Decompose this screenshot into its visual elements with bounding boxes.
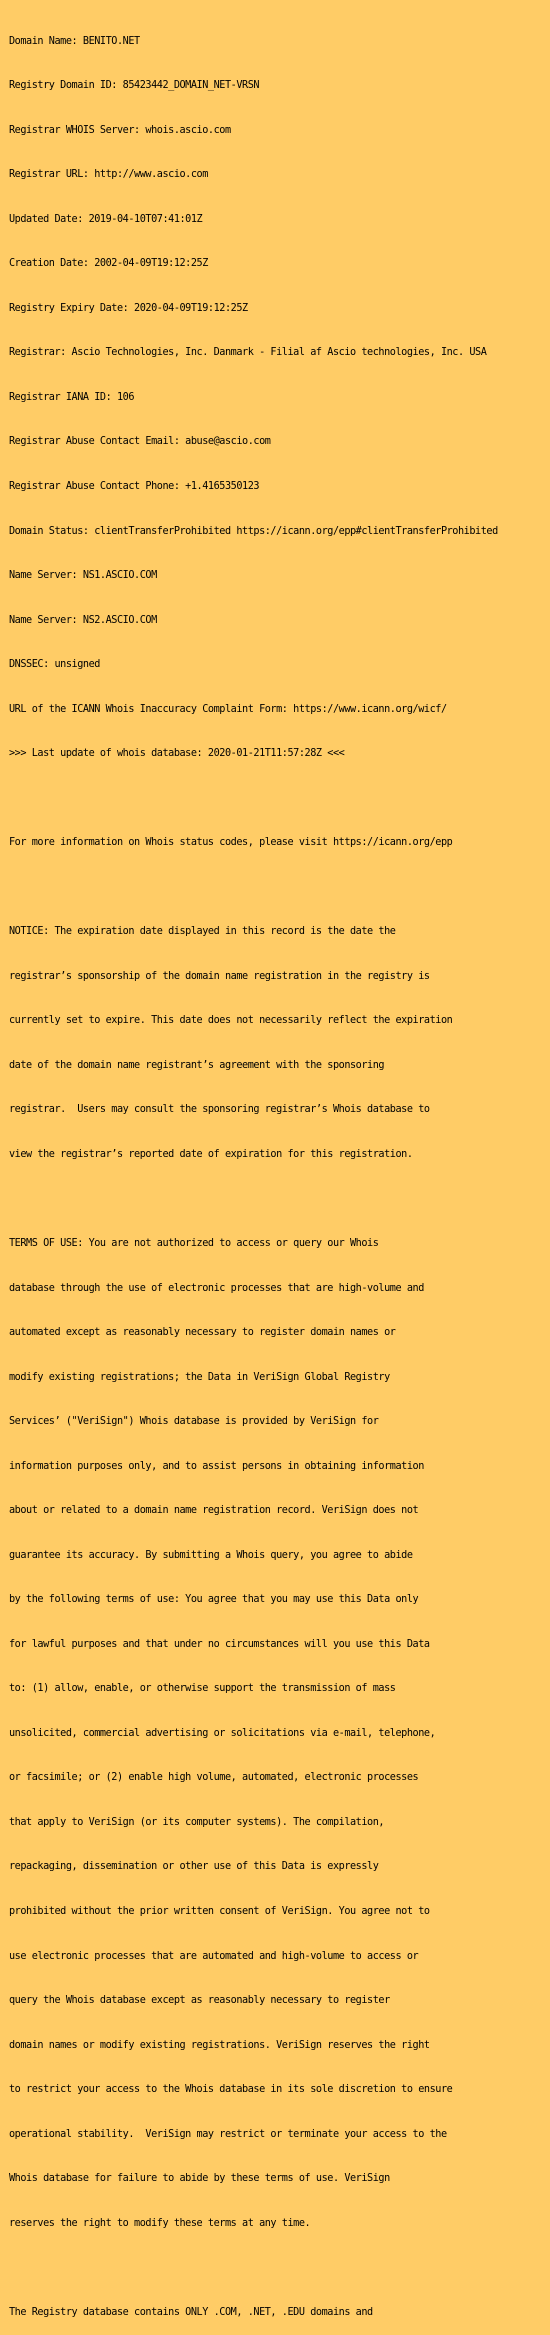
whois-line-domain-status: Domain Status: clientTransferProhibited https://icann.org/epp#clientTransferProhibited — [9, 525, 498, 537]
whois-record-text — [9, 5, 548, 2335]
whois-line-terms-of-use: repackaging, dissemination or other use of this Data is expressly — [9, 1861, 379, 1873]
whois-line-terms-of-use: TERMS OF USE: You are not authorized to access or query our Whois — [9, 1238, 379, 1250]
whois-line-notice: registrar. Users may consult the sponsoring registrar’s Whois database to — [9, 1104, 430, 1116]
whois-line-blank — [9, 1193, 548, 1208]
whois-line-terms-of-use: automated except as reasonably necessary to register domain names or — [9, 1327, 396, 1339]
whois-line-terms-of-use: operational stability. VeriSign may restrict or terminate your access to the — [9, 2128, 447, 2140]
whois-line-abuse-phone: Registrar Abuse Contact Phone: +1.4165350123 — [9, 481, 260, 492]
whois-line-notice: currently set to expire. This date does not necessarily reflect the expiration — [9, 1015, 453, 1027]
whois-line-registrar-url: Registrar URL: http://www.ascio.com — [9, 169, 208, 181]
whois-line-blank — [9, 2261, 548, 2276]
whois-line-terms-of-use: about or related to a domain name registration record. VeriSign does not — [9, 1505, 419, 1517]
whois-line-registry-domain-id: Registry Domain ID: 85423442_DOMAIN_NET-VRSN — [9, 80, 260, 92]
whois-line-terms-of-use: prohibited without the prior written consent of VeriSign. You agree not to — [9, 1906, 430, 1917]
whois-line-dnssec: DNSSEC: unsigned — [9, 659, 100, 671]
whois-line-abuse-email: Registrar Abuse Contact Email: abuse@ascio.com — [9, 436, 271, 448]
whois-line-notice: view the registrar’s reported date of expiration for this registration. — [9, 1148, 413, 1160]
whois-line-terms-of-use: that apply to VeriSign (or its computer systems). The compilation, — [9, 1816, 385, 1828]
whois-line-blank — [9, 792, 548, 807]
whois-line-terms-of-use: database through the use of electronic processes that are high-volume and — [9, 1282, 424, 1294]
whois-line-notice: registrar’s sponsorship of the domain name registration in the registry is — [9, 970, 430, 982]
whois-line-registrar-iana-id: Registrar IANA ID: 106 — [9, 391, 135, 403]
whois-line-terms-of-use: query the Whois database except as reasonably necessary to register — [9, 1995, 390, 2007]
whois-line-name-server-2: Name Server: NS2.ASCIO.COM — [9, 614, 157, 626]
whois-line-terms-of-use: to: (1) allow, enable, or otherwise support the transmission of mass — [9, 1683, 396, 1695]
whois-line-terms-of-use: Whois database for failure to abide by these terms of use. VeriSign — [9, 2173, 390, 2185]
whois-line-terms-of-use: use electronic processes that are automated and high-volume to access or — [9, 1950, 419, 1962]
whois-line-registry-expiry-date: Registry Expiry Date: 2020-04-09T19:12:25Z — [9, 302, 248, 314]
whois-line-last-update: >>> Last update of whois database: 2020-01-21T11:57:28Z <<< — [9, 748, 345, 760]
whois-line-updated-date: Updated Date: 2019-04-10T07:41:01Z — [9, 213, 203, 225]
whois-line-creation-date: Creation Date: 2002-04-09T19:12:25Z — [9, 258, 208, 270]
whois-line-registrar: Registrar: Ascio Technologies, Inc. Danmark - Filial af Ascio technologies, Inc. USA — [9, 347, 487, 359]
whois-line-registry-scope: The Registry database contains ONLY .COM, .NET, .EDU domains and — [9, 2306, 373, 2318]
whois-line-status-codes-info: For more information on Whois status codes, please visit https://icann.org/epp — [9, 837, 453, 849]
whois-line-terms-of-use: or facsimile; or (2) enable high volume, automated, electronic processes — [9, 1772, 419, 1784]
whois-line-terms-of-use: guarantee its accuracy. By submitting a Whois query, you agree to abide — [9, 1549, 413, 1561]
whois-line-icann-complaint-url: URL of the ICANN Whois Inaccuracy Complaint Form: https://www.icann.org/wicf/ — [9, 703, 447, 715]
whois-line-registrar-whois-server: Registrar WHOIS Server: whois.ascio.com — [9, 124, 231, 136]
whois-line-terms-of-use: to restrict your access to the Whois database in its sole discretion to ensure — [9, 2084, 453, 2096]
whois-line-terms-of-use: Services’ ("VeriSign") Whois database is provided by VeriSign for — [9, 1416, 379, 1428]
whois-line-terms-of-use: information purposes only, and to assist persons in obtaining information — [9, 1460, 424, 1472]
whois-line-domain-name: Domain Name: BENITO.NET — [9, 35, 140, 47]
whois-line-terms-of-use: modify existing registrations; the Data in VeriSign Global Registry — [9, 1371, 390, 1383]
whois-line-terms-of-use: unsolicited, commercial advertising or solicitations via e-mail, telephone, — [9, 1727, 436, 1739]
whois-line-notice: date of the domain name registrant’s agreement with the sponsoring — [9, 1059, 385, 1071]
whois-line-terms-of-use: reserves the right to modify these terms at any time. — [9, 2217, 311, 2229]
whois-line-name-server-1: Name Server: NS1.ASCIO.COM — [9, 570, 157, 582]
whois-line-blank — [9, 881, 548, 896]
whois-line-terms-of-use: domain names or modify existing registrations. VeriSign reserves the right — [9, 2039, 430, 2051]
whois-line-terms-of-use: by the following terms of use: You agree that you may use this Data only — [9, 1594, 419, 1606]
whois-line-notice: NOTICE: The expiration date displayed in this record is the date the — [9, 926, 396, 938]
whois-line-terms-of-use: for lawful purposes and that under no circumstances will you use this Data — [9, 1638, 430, 1650]
